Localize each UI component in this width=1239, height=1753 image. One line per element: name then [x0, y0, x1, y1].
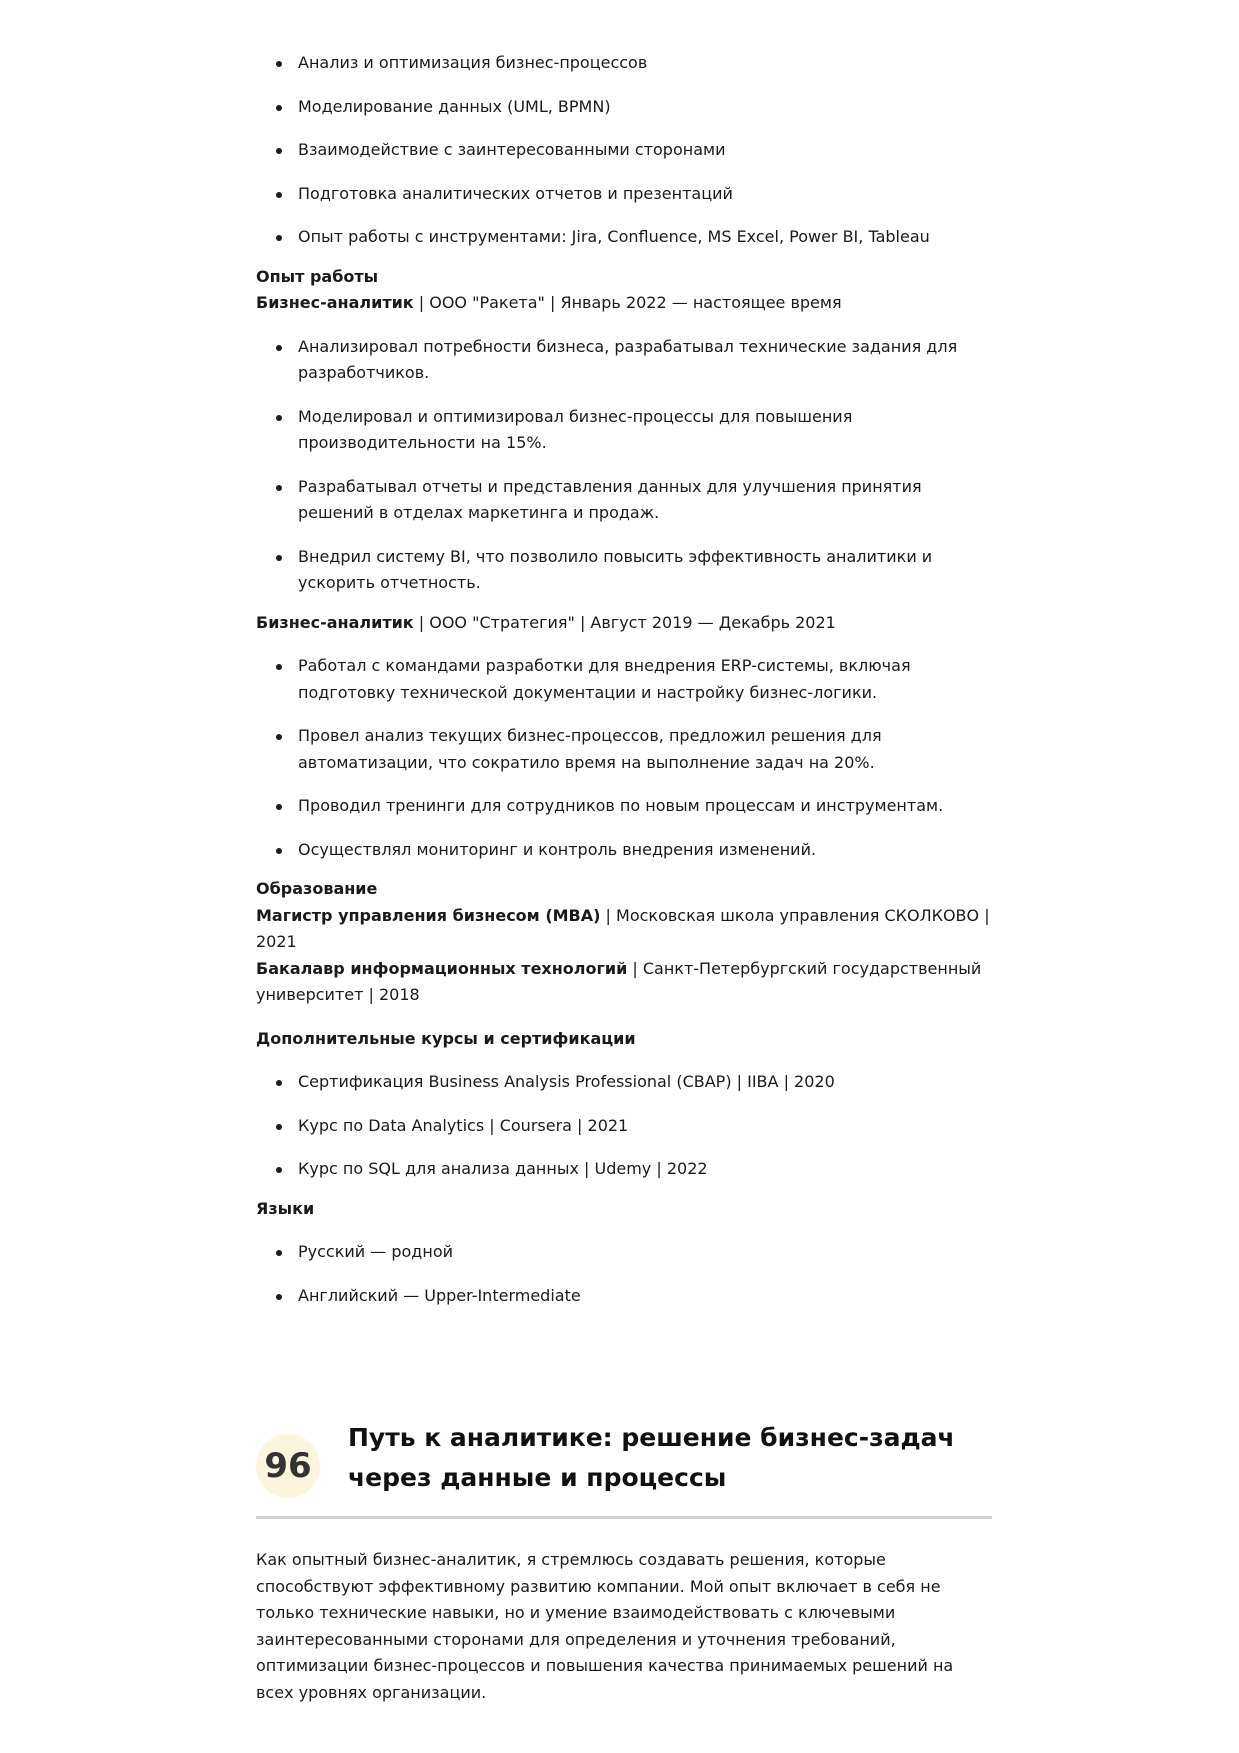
list-item: Проводил тренинги для сотрудников по новым процессам и инструментам.	[298, 793, 992, 820]
education-item	[256, 956, 992, 1009]
article-section	[256, 1418, 992, 1722]
courses-heading: Дополнительные курсы и сертификации	[256, 1028, 636, 1048]
list-item: Английский — Upper-Intermediate	[298, 1283, 992, 1310]
list-item: Провел анализ текущих бизнес-процессов, предложил решения для автоматизации, что сократило время на выполнение задач на 20%.	[298, 723, 992, 776]
list-item: Курс по SQL для анализа данных | Udemy | 2022	[298, 1156, 992, 1183]
degree: Бакалавр информационных технологий	[256, 958, 628, 978]
education-heading: Образование	[256, 879, 378, 898]
education-details: | Санкт-Петербургский государственный университет | 2018	[256, 958, 982, 1004]
list-item: Моделирование данных (UML, BPMN)	[298, 94, 992, 121]
courses-list	[256, 1069, 992, 1183]
list-item: Опыт работы с инструментами: Jira, Confluence, MS Excel, Power BI, Tableau	[298, 224, 992, 251]
list-item: Сертификация Business Analysis Professional (CBAP) | IIBA | 2020	[298, 1069, 992, 1096]
experience-heading: Опыт работы	[256, 266, 379, 286]
list-item: Взаимодействие с заинтересованными сторонами	[298, 137, 992, 164]
degree: Магистр управления бизнесом (MBA)	[256, 905, 601, 925]
skills-list	[256, 50, 992, 251]
article-number-badge: 96	[256, 1434, 320, 1498]
job-details: | ООО "Ракета" | Январь 2022 — настоящее время	[413, 293, 842, 312]
list-item: Работал с командами разработки для внедрения ERP-системы, включая подготовку технической документации и настройку бизнес-логики.	[298, 653, 992, 706]
education-details: | Московская школа управления СКОЛКОВО | 2021	[256, 905, 990, 951]
job-role: Бизнес-аналитик	[256, 293, 414, 312]
job-role: Бизнес-аналитик	[256, 612, 414, 632]
article-title: Путь к аналитике: решение бизнес-задач через данные и процессы	[348, 1423, 955, 1492]
languages-heading: Языки	[256, 1198, 315, 1218]
list-item: Разрабатывал отчеты и представления данных для улучшения принятия решений в отделах маркетинга и продаж.	[298, 474, 992, 527]
list-item: Курс по Data Analytics | Coursera | 2021	[298, 1113, 992, 1140]
job-line	[256, 290, 992, 317]
job-bullets	[256, 653, 992, 863]
list-item: Внедрил систему BI, что позволило повысить эффективность аналитики и ускорить отчетность.	[298, 544, 992, 597]
education-item	[256, 903, 992, 956]
list-item: Анализировал потребности бизнеса, разрабатывал технические задания для разработчиков.	[298, 334, 992, 387]
resume-content	[256, 50, 992, 1326]
list-item: Подготовка аналитических отчетов и презентаций	[298, 181, 992, 208]
article-header	[256, 1418, 992, 1519]
list-item: Анализ и оптимизация бизнес-процессов	[298, 50, 992, 77]
list-item: Русский — родной	[298, 1239, 992, 1266]
job-line	[256, 610, 992, 637]
job-bullets	[256, 334, 992, 597]
job-details: | ООО "Стратегия" | Август 2019 — Декабрь 2021	[413, 612, 836, 632]
list-item: Моделировал и оптимизировал бизнес-процессы для повышения производительности на 15%.	[298, 404, 992, 457]
article-body: Как опытный бизнес-аналитик, я стремлюсь создавать решения, которые способствуют эффективному развитию компании. Мой опыт включает в себя не только технические навыки, но и умение взаимодействовать с ключевыми заинтересованными сторонами для определения и уточнения требований, оптимизации бизнес-процессов и повышения качества принимаемых решений на всех уровнях организации.	[256, 1550, 954, 1702]
languages-list	[256, 1239, 992, 1309]
list-item: Осуществлял мониторинг и контроль внедрения изменений.	[298, 837, 992, 864]
